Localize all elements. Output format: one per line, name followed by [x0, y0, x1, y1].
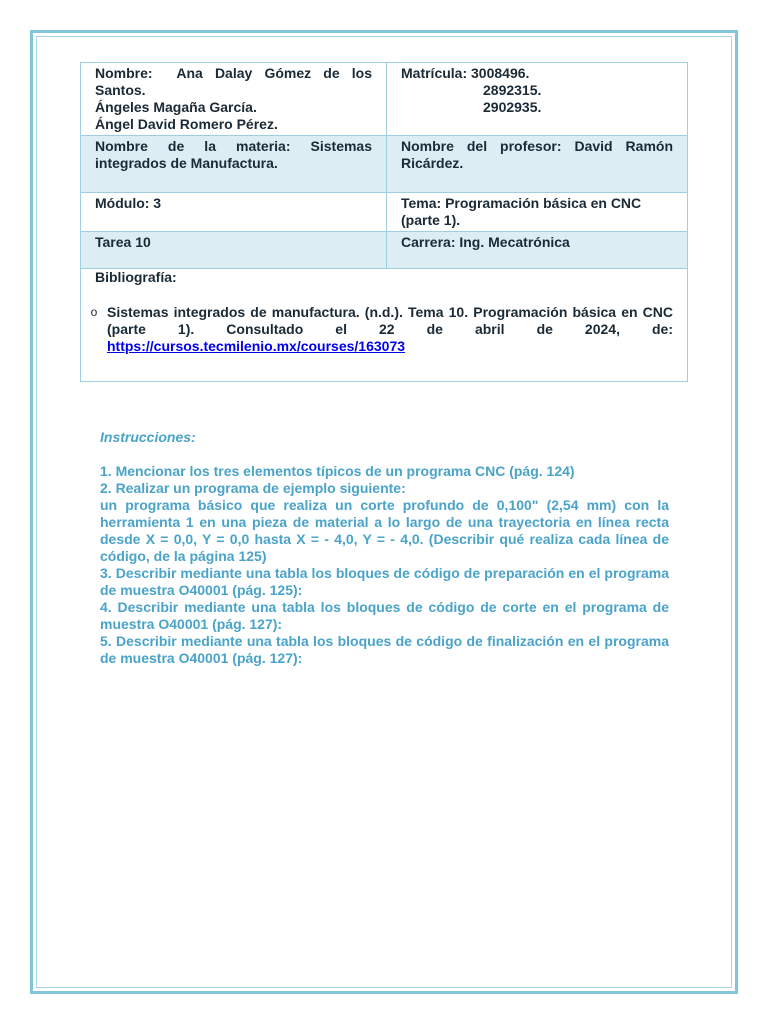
instructions-title: Instrucciones: [100, 429, 196, 445]
bibliografia-entry [81, 304, 687, 355]
student-name-1: Ana Dalay Gómez de los Santos. [95, 65, 372, 98]
instruction-item-4: 4. Describir mediante una tabla los bloques de código de corte en el programa de muestra O40001 (pág. 127): [100, 599, 669, 632]
instructions-section [100, 429, 669, 667]
matricula-1: 3008496. [471, 65, 530, 81]
carrera-text: Carrera: Ing. Mecatrónica [401, 234, 570, 250]
matricula-3: 2902935. [483, 99, 542, 115]
tema-text: Tema: Programación básica en CNC (parte 1). [401, 195, 642, 228]
bibliografia-link[interactable]: https://cursos.tecmilenio.mx/courses/163073 [107, 338, 406, 354]
tema-cell [387, 193, 688, 232]
tarea-text: Tarea 10 [95, 234, 151, 250]
matricula-2: 2892315. [483, 82, 542, 98]
matricula-label: Matrícula: [401, 65, 468, 81]
materia-text: Nombre de la materia: Sistemas integrados de Manufactura. [95, 138, 372, 171]
modulo-text: Módulo: 3 [95, 195, 162, 211]
profesor-text: Nombre del profesor: David Ramón Ricárdez. [401, 138, 673, 171]
matricula-cell [387, 63, 688, 136]
nombre-cell [81, 63, 387, 136]
nombre-first-line: Nombre: Ana Dalay Gómez de los Santos. [95, 65, 372, 98]
student-name-2: Ángeles Magaña García. [95, 99, 257, 115]
instruction-item-2: 2. Realizar un programa de ejemplo siguiente: [100, 480, 406, 496]
bibliografia-cell [81, 269, 688, 382]
instruction-item-3: 3. Describir mediante una tabla los bloques de código de preparación en el programa de muestra O40001 (pág. 125): [100, 565, 669, 598]
profesor-cell [387, 136, 688, 193]
modulo-cell [81, 193, 387, 232]
instruction-item-2-detail: un programa básico que realiza un corte profundo de 0,100" (2,54 mm) con la herramienta 1 en una pieza de material a lo largo de una trayectoria en línea recta desde X = 0,0, Y = 0,0 hasta X = - 4,0, Y = - 4,0. (Describir qué realiza cada línea de código, de la página 125) [100, 497, 669, 564]
bibliografia-heading: Bibliografía: [95, 269, 177, 285]
materia-cell [81, 136, 387, 193]
header-table [80, 62, 688, 382]
carrera-cell [387, 232, 688, 269]
instruction-item-5: 5. Describir mediante una tabla los bloques de código de finalización en el programa de muestra O40001 (pág. 127): [100, 633, 669, 666]
bullet-circle-icon: o [90, 305, 98, 319]
tarea-cell [81, 232, 387, 269]
bibliografia-entry-text: Sistemas integrados de manufactura. (n.d.). Tema 10. Programación básica en CNC (parte 1). Consultado el 22 de abril de 2024, de: [107, 304, 673, 337]
instruction-item-1: 1. Mencionar los tres elementos típicos de un programa CNC (pág. 124) [100, 463, 575, 479]
student-name-3: Ángel David Romero Pérez. [95, 116, 278, 132]
